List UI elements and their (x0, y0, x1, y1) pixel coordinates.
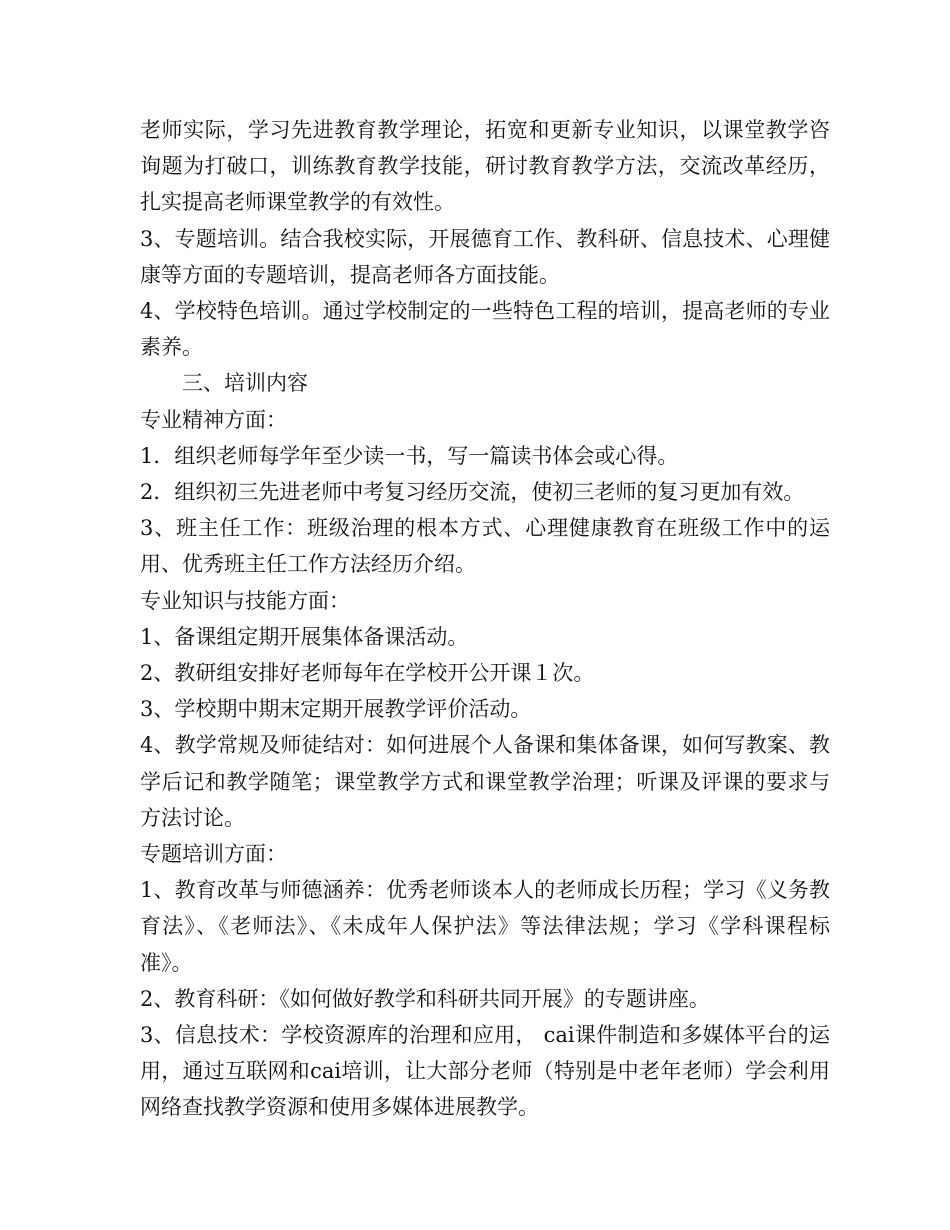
paragraph-2: 3、专题培训。结合我校实际，开展德育工作、教科研、信息技术、心理健康等方面的专题培训，提高老师各方面技能。 (140, 226, 830, 287)
paragraph-17: 3、信息技术：学校资源库的治理和应用， cai课件制造和多媒体平台的运用，通过互联网和cai培训，让大部分老师（特别是中老年老师）学会利用网络查找教学资源和使用多媒体进展教学。 (140, 1023, 830, 1120)
document-page (140, 112, 830, 1126)
subheading-special-training: 专题培训方面： (140, 842, 287, 867)
paragraph-15: 1、教育改革与师德涵养：优秀老师谈本人的老师成长历程；学习《义务教育法》、《老师法》、《未成年人保护法》等法律法规；学习《学科课程标准》。 (140, 878, 830, 975)
paragraph-12: 3、学校期中期末定期开展教学评价活动。 (140, 697, 532, 722)
paragraph-8: 3、班主任工作：班级治理的根本方式、心理健康教育在班级工作中的运用、优秀班主任工作方法经历介绍。 (140, 516, 830, 577)
paragraph-10: 1、备课组定期开展集体备课活动。 (140, 624, 469, 649)
subheading-professional-spirit: 专业精神方面： (140, 407, 287, 432)
paragraph-7: 2．组织初三先进老师中考复习经历交流，使初三老师的复习更加有效。 (140, 480, 805, 505)
paragraph-3: 4、学校特色培训。通过学校制定的一些特色工程的培训，提高老师的专业素养。 (140, 299, 830, 360)
subheading-knowledge-skills: 专业知识与技能方面： (140, 588, 350, 613)
paragraph-13: 4、教学常规及师徒结对：如何进展个人备课和集体备课，如何写教案、教学后记和教学随笔；课堂教学方式和课堂教学治理；听课及评课的要求与方法讨论。 (140, 733, 830, 830)
paragraph-11: 2、教研组安排好老师每年在学校开公开课１次。 (140, 661, 595, 686)
paragraph-6: 1．组织老师每学年至少读一书，写一篇读书体会或心得。 (140, 443, 679, 468)
section-heading: 三、培训内容 (182, 371, 308, 396)
paragraph-16: 2、教育科研：《如何做好教学和科研共同开展》的专题讲座。 (140, 986, 710, 1011)
paragraph-1: 老师实际，学习先进教育教学理论，拓宽和更新专业知识，以课堂教学咨询题为打破口，训练教育教学技能，研讨教育教学方法，交流改革经历，扎实提高老师课堂教学的有效性。 (140, 118, 830, 215)
